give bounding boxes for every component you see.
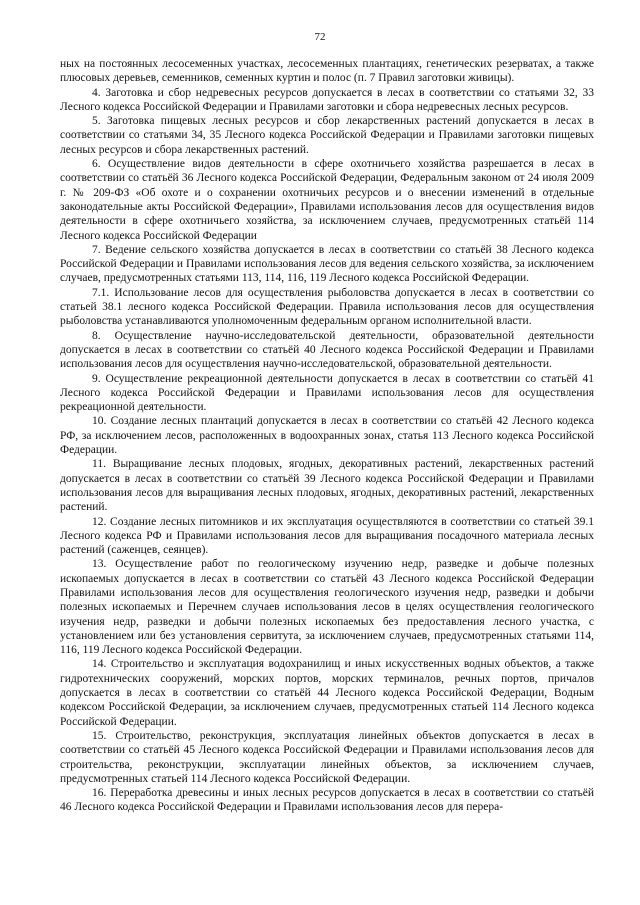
paragraph-11: 11. Выращивание лесных плодовых, ягодных, декоративных растений, лекарственных растений допускается в лесах в соответствии со статьёй 39 Лесного кодекса Российской Федерации и Правилами использования лесов для выращивания лесных плодовых, ягодных, декоративных растений, лекарственных растений. xyxy=(60,458,594,514)
body-text xyxy=(60,57,594,815)
paragraph-12: 12. Создание лесных питомников и их эксплуатация осуществляются в соответствии со статьей 39.1 Лесного кодекса РФ и Правилами использования лесов для выращивания посадочного материала лесных растений (саженцев, сеянцев). xyxy=(60,515,594,557)
paragraph-10: 10. Создание лесных плантаций допускается в лесах в соответствии со статьёй 42 Лесного кодекса РФ, за исключением лесов, расположенных в водоохранных зонах, статья 113 Лесного кодекса Российской Федерации. xyxy=(60,415,594,457)
paragraph-6: 6. Осуществление видов деятельности в сфере охотничьего хозяйства разрешается в лесах в соответствии со статьёй 36 Лесного кодекса Российской Федерации, Федеральным законом от 24 июля 2009 г. № 209-ФЗ «Об охоте и о сохранении охотничьих ресурсов и о внесении изменений в отдельные законодательные акты Российской Федерации», Правилами использования лесов для осуществления видов деятельности в сфере охотничьего хозяйства, за исключением случаев, предусмотренных статьёй 114 Лесного кодекса Российской Федерации xyxy=(60,158,594,242)
paragraph-13: 13. Осуществление работ по геологическому изучению недр, разведке и добыче полезных ископаемых допускается в лесах в соответствии со статьёй 43 Лесного кодекса Российской Федерации Правилами использования лесов для осуществления геологического изучения недр, разведки и добычи полезных ископаемых и Перечнем случаев использования лесов в целях осуществления геологического изучения недр, разведки и добычи полезных ископаемых без предоставления лесного участка, с установлением или без установления сервитута, за исключением случаев, предусмотренных статьями 114, 116, 119 Лесного кодекса Российской Федерации. xyxy=(60,558,594,657)
paragraph-continuation: ных на постоянных лесосеменных участках, лесосеменных плантациях, генетических резерватах, а также плюсовых деревьев, семенников, семенных куртин и полос (п. 7 Правил заготовки живицы). xyxy=(60,58,594,85)
paragraph-8: 8. Осуществление научно-исследовательской деятельности, образовательной деятельности допускается в лесах в соответствии со статьёй 40 Лесного кодекса Российской Федерации и Правилами использования лесов для осуществления научно-исследовательской, образовательной деятельности. xyxy=(60,329,594,371)
paragraph-7-1: 7.1. Использование лесов для осуществления рыболовства допускается в лесах в соответствии со статьей 38.1 лесного кодекса Российской Федерации. Правила использования лесов для осуществления рыболовства устанавливаются уполномоченным федеральным органом исполнительной власти. xyxy=(60,286,594,328)
paragraph-16: 16. Переработка древесины и иных лесных ресурсов допускается в лесах в соответствии со статьёй 46 Лесного кодекса Российской Федерации и Правилами использования лесов для перера- xyxy=(60,787,594,814)
paragraph-4: 4. Заготовка и сбор недревесных ресурсов допускается в лесах в соответствии со статьями 32, 33 Лесного кодекса Российской Федерации и Правилами заготовки и сбора недревесных лесных ресурсов. xyxy=(60,86,594,113)
paragraph-5: 5. Заготовка пищевых лесных ресурсов и сбор лекарственных растений допускается в лесах в соответствии со статьями 34, 35 Лесного кодекса Российской Федерации и Правилами заготовки пищевых лесных ресурсов и сбора лекарственных растений. xyxy=(60,115,594,156)
page-number: 72 xyxy=(314,31,326,43)
paragraph-9: 9. Осуществление рекреационной деятельности допускается в лесах в соответствии со статьёй 41 Лесного кодекса Российской Федерации и Правилами использования лесов для осуществления рекреационной деятельности. xyxy=(60,372,594,414)
paragraph-15: 15. Строительство, реконструкция, эксплуатация линейных объектов допускается в лесах в соответствии со статьёй 45 Лесного кодекса Российской Федерации и Правилами использования лесов для строительства, реконструкции, эксплуатации линейных объектов, за исключением случаев, предусмотренных статьей 114 Лесного кодекса Российской Федерации. xyxy=(60,729,594,785)
paragraph-7: 7. Ведение сельского хозяйства допускается в лесах в соответствии со статьёй 38 Лесного кодекса Российской Федерации и Правилами использования лесов для ведения сельского хозяйства, за исключением случаев, предусмотренных статьями 113, 114, 116, 119 Лесного кодекса Российской Федерации. xyxy=(60,243,594,285)
paragraph-14: 14. Строительство и эксплуатация водохранилищ и иных искусственных водных объектов, а также гидротехнических сооружений, морских портов, морских терминалов, речных портов, причалов допускается в лесах в соответствии со статьёй 44 Лесного кодекса Российской Федерации, Водным кодексом Российской Федерации, за исключением случаев, предусмотренных статьей 114 Лесного кодекса Российской Федерации. xyxy=(60,658,594,728)
